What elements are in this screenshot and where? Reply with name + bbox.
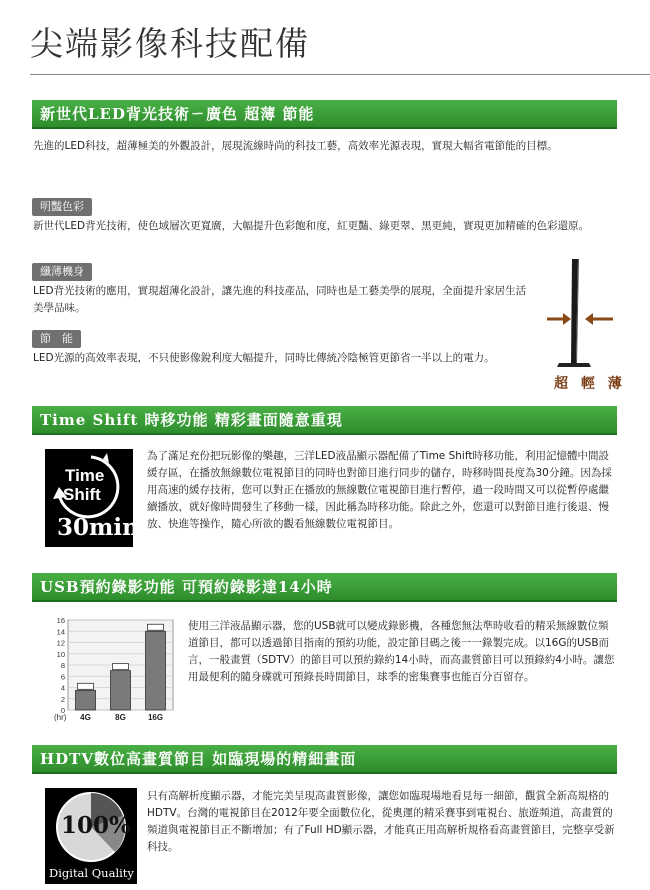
chart-y-tick: 14 bbox=[56, 627, 65, 637]
usb-connector-icon bbox=[113, 664, 129, 670]
chart-bar bbox=[111, 671, 131, 710]
usb-text: 使用三洋液晶顯示器，您的USB就可以變成錄影機，各種您無法準時收看的精采無線數位頻道節目，都可以透過節目指南的預約功能，設定節目碼之後一一錄製完成。以16G的USB而言，一般畫質（SDTV）的節目可以預約錄約14小時，而高畫質節目可以預錄約4小時。讓您用最便利的隨身碟就可預錄長時間節目，球季的密集賽事也能百分百留存。 bbox=[188, 620, 615, 683]
digital-quality-label: Digital Quality bbox=[49, 866, 134, 880]
section-title-led: 新世代LED背光技術ㄧ廣色 超薄 節能 bbox=[40, 105, 315, 123]
hdtv-text: 只有高解析度顯示器，才能完美呈現高畫質影像，讓您如臨現場地看見每一細節，觀賞全新高規格的HDTV。台灣的電視節目在2012年要全面數位化，從奧運的精采賽事到電視台、旅遊頻道，高畫質的頻道與電視節目正不斷增加；有了Full HD顯示器，才能真正用高解析規格看高畫質節目，完整享受新科技。 bbox=[147, 790, 615, 853]
time-shift-icon bbox=[45, 449, 139, 547]
digital-quality-percent: 100% bbox=[61, 812, 131, 839]
led-intro: 先進的LED科技，超薄極美的外觀設計，展現流線時尚的科技工藝，高效率光源表現，實現大幅省電節能的目標。 bbox=[33, 140, 558, 152]
chart-x-ticks bbox=[80, 713, 163, 722]
slim-body-text: LED背光技術的應用，實現超薄化設計，讓先進的科技產品，同時也是工藝美學的展現，全面提升家居生活美學品味。 bbox=[33, 285, 527, 314]
chart-y-tick: 2 bbox=[60, 694, 65, 704]
chart-x-tick: 8G bbox=[115, 713, 126, 722]
chart-y-tick: 6 bbox=[60, 672, 65, 682]
energy-saving-text: LED光源的高效率表現，不只使影像銳利度大幅提升，同時比傳統冷陰極管更節省一半以上的電力。 bbox=[33, 352, 495, 364]
chart-y-tick: 10 bbox=[56, 649, 65, 659]
chart-bar bbox=[146, 631, 166, 710]
chart-y-tick: 16 bbox=[56, 616, 65, 625]
usb-connector-icon bbox=[78, 683, 94, 689]
chart-y-tick: 4 bbox=[60, 683, 65, 693]
usb-recording-chart bbox=[42, 615, 182, 725]
digital-quality-icon bbox=[45, 788, 137, 884]
vivid-color-text: 新世代LED背光技術，使色域層次更寬廣，大幅提升色彩飽和度，紅更豔、綠更翠、黑更純，實現更加精確的色彩還原。 bbox=[33, 220, 590, 232]
section-bar-time-shift bbox=[32, 406, 617, 435]
chart-y-tick: 12 bbox=[56, 638, 65, 648]
section-title-usb: USB預約錄影功能 可預約錄影達14小時 bbox=[40, 578, 333, 596]
chart-x-tick: 4G bbox=[80, 713, 91, 722]
chart-y-ticks bbox=[57, 616, 65, 715]
time-shift-duration: 30min bbox=[57, 514, 139, 541]
slim-caption: 超 輕 薄 bbox=[554, 376, 626, 392]
section-title-time-shift: Time Shift 時移功能 精彩畫面隨意重現 bbox=[40, 411, 343, 429]
tag-vivid-color: 明豔色彩 bbox=[32, 198, 92, 216]
page-title: 尖端影像科技配備 bbox=[30, 24, 310, 63]
chart-y-tick: 8 bbox=[60, 661, 65, 670]
title-divider bbox=[30, 74, 650, 75]
section-title-hdtv: HDTV數位高畫質節目 如臨現場的精細畫面 bbox=[40, 750, 357, 768]
chart-y-axis-label: (hr) bbox=[54, 713, 67, 722]
section-bar-led bbox=[32, 100, 617, 129]
chart-x-tick: 16G bbox=[147, 713, 164, 722]
chart-bar bbox=[76, 690, 96, 710]
time-shift-line2: Shift bbox=[63, 485, 101, 504]
tag-energy-saving: 節 能 bbox=[32, 330, 81, 348]
section-bar-usb bbox=[32, 573, 617, 602]
slim-tv-illustration bbox=[545, 255, 620, 373]
usb-connector-icon bbox=[148, 624, 164, 630]
section-bar-hdtv bbox=[32, 745, 617, 774]
tag-slim-body: 纖薄機身 bbox=[32, 263, 92, 281]
chart-y-tick: 0 bbox=[60, 706, 65, 715]
arrow-right-icon bbox=[547, 313, 571, 325]
time-shift-text: 為了滿足充份把玩影像的樂趣，三洋LED液晶顯示器配備了Time Shift時移功能，利用記憶體中間設緩存區，在播放無線數位電視節目的同時也對節目進行同步的儲存，時移時間長度為30分鐘。因為採用高速的緩存技術，您可以對正在播放的無線數位電視節目進行暫停，過一段時間又可以從暫停處繼續播放，就好像時間發生了移動一樣，因此稱為時移功能。除此之外，您還可以對節目進行後退、慢放、快進等操作，隨心所欲的觀看無線數位電視節目。 bbox=[147, 450, 612, 530]
arrow-left-icon bbox=[585, 313, 613, 325]
time-shift-line1: Time bbox=[65, 466, 105, 485]
